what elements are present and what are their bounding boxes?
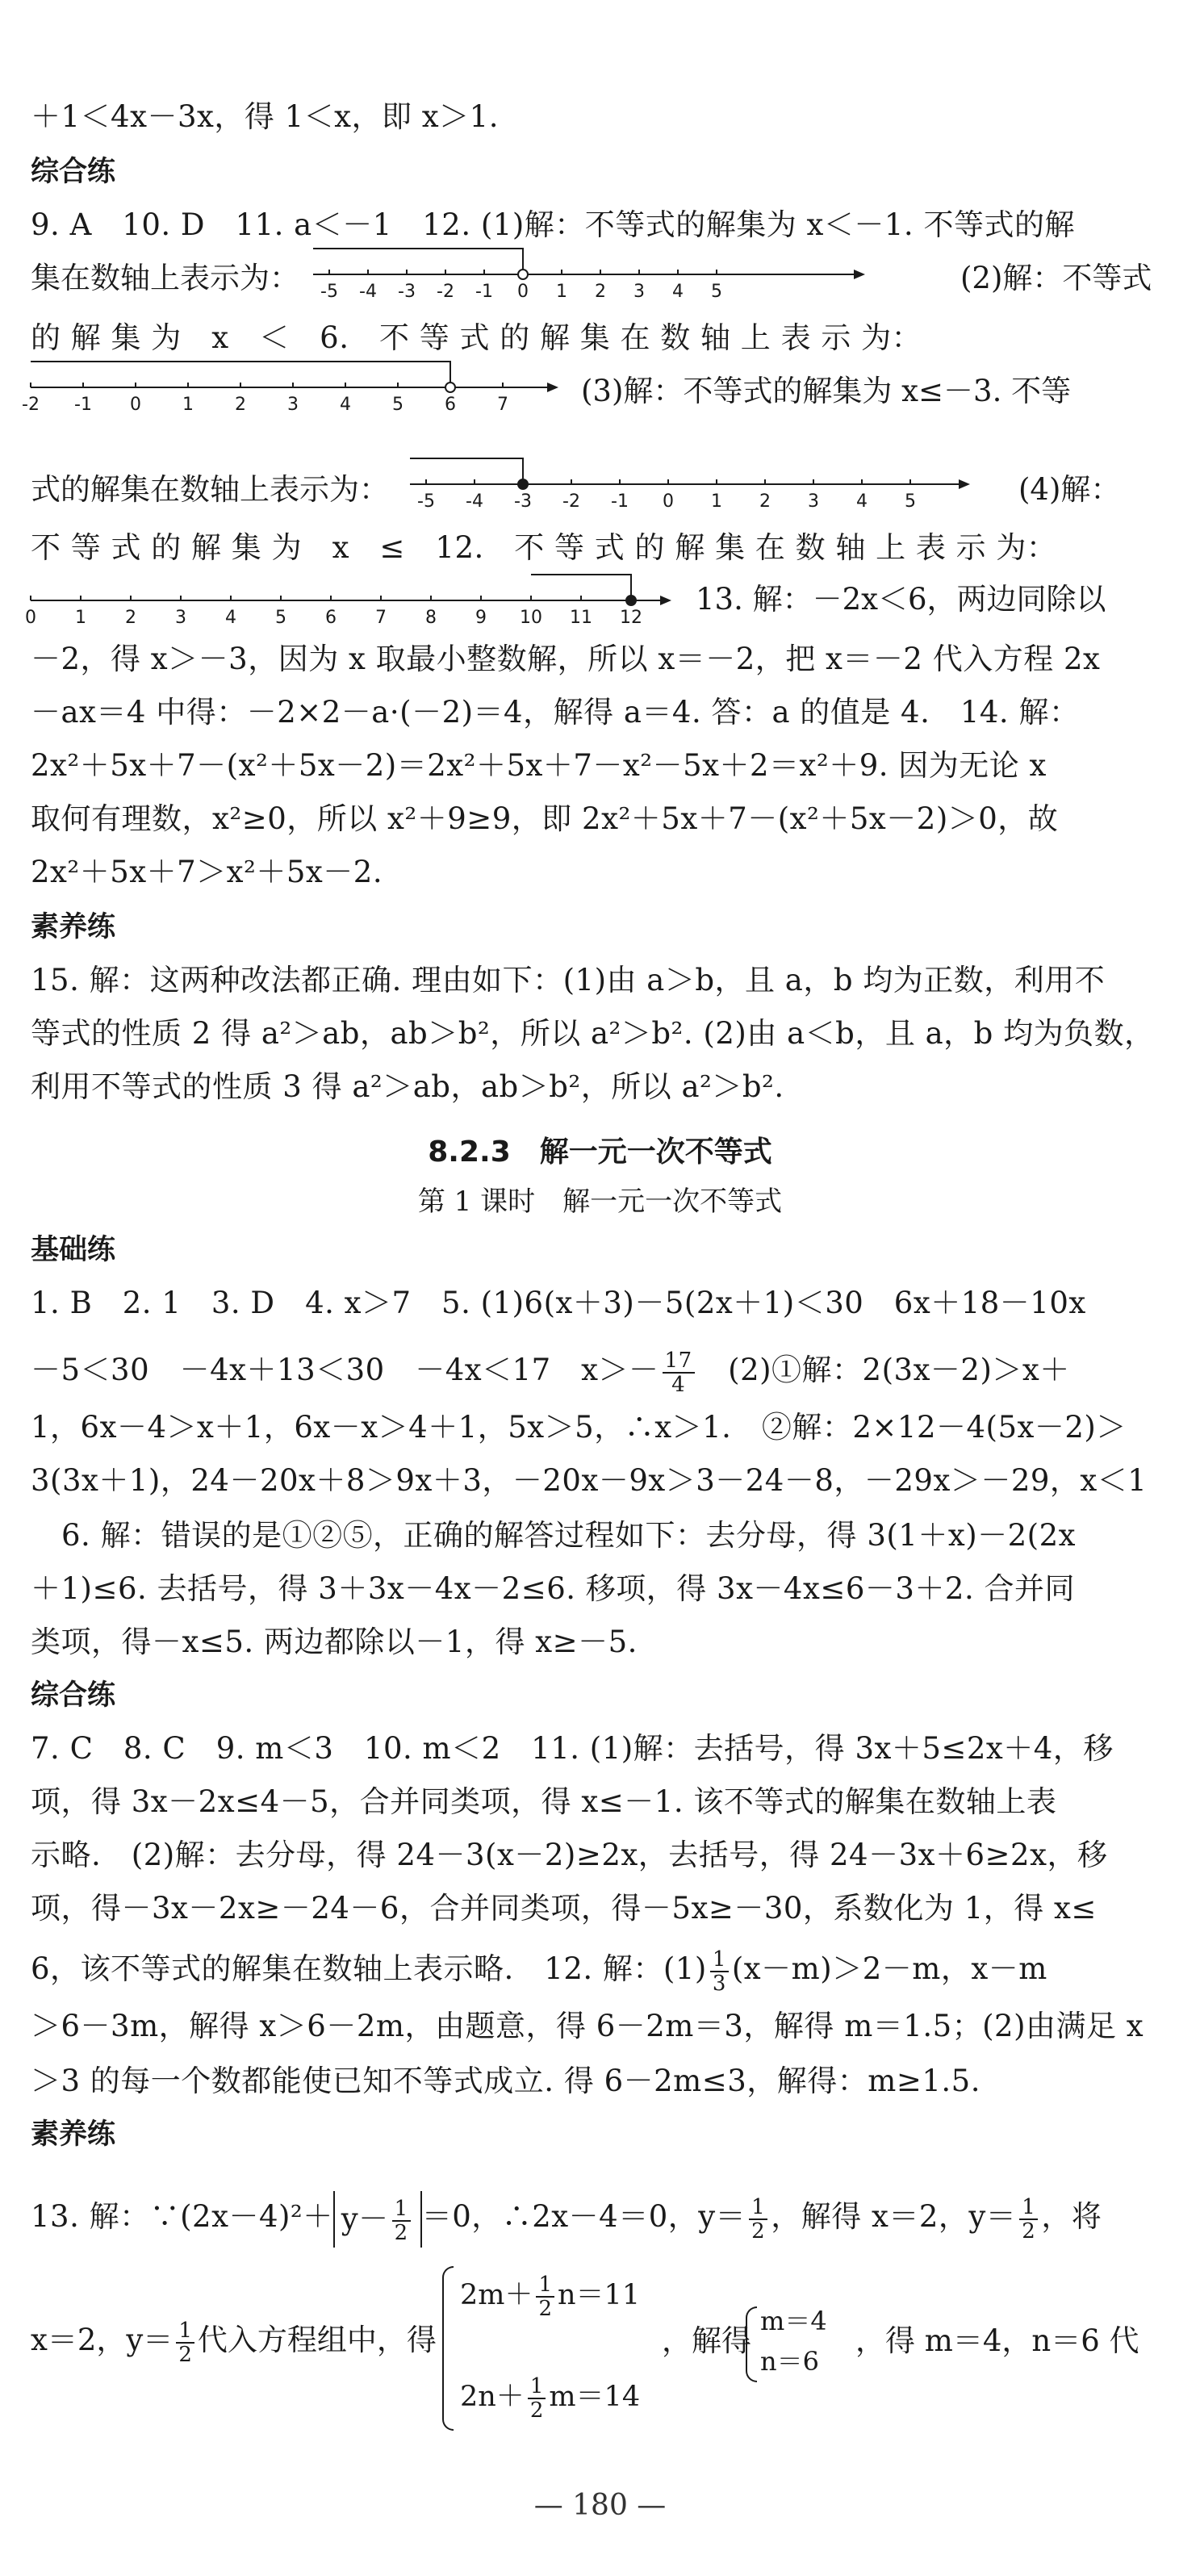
fraction-denominator: 2 [538,2296,553,2321]
tick-label: 1 [75,608,86,628]
text-line: 1. B 2. 1 3. D 4. x＞7 5. (1)6(x＋3)－5(2x＋1)＜30 6x＋18－10x [31,1286,1086,1320]
text-line [31,1937,1169,2001]
text-segment: y－ [341,2201,389,2236]
text-line: 集在数轴上表示为： [31,261,299,295]
text-line [31,1338,1169,1403]
text-line: 3(3x＋1)，24－20x＋8＞9x＋3，－20x－9x＞3－24－8，－29x＞－29，x＜1 [31,1463,1148,1498]
text-segment: －5＜30 －4x＋13＜30 －4x＜17 x＞－ [31,1353,659,1387]
tick-label: -4 [359,282,377,302]
text-line: (3)解：不等式的解集为 x≤－3. 不等 [581,374,1072,408]
tick-label: 4 [856,491,868,512]
system-equation-1 [460,2266,640,2324]
tick-label: 5 [275,608,286,628]
text-line: 等式的性质 2 得 a²＞ab，ab＞b²，所以 a²＞b². (2)由 a＜b，且 a，b 均为负数， [31,1016,1155,1051]
tick-label: -4 [466,491,483,512]
tick-label: -2 [437,282,454,302]
fraction-denominator: 2 [529,2398,544,2423]
text-line: 2x²＋5x＋7＞x²＋5x－2. [31,855,383,889]
tick-label: -3 [398,282,416,302]
text-line: 13. 解：－2x＜6，两边同除以 [696,582,1106,617]
text-line: ＞3 的每一个数都能使已知不等式成立. 得 6－2m≤3，解得：m≥1.5. [31,2064,980,2098]
axis-arrow [660,596,671,605]
text-line: 不 等 式 的 解 集 为 x ≤ 12. 不 等 式 的 解 集 在 数 轴 上 表 示 为： [31,530,1057,565]
text-segment: 13. 解：∵(2x－4)²＋ [31,2199,333,2234]
fraction-denominator: 3 [712,1971,726,1996]
tick-label: 6 [445,395,456,415]
text-line: ＋1)≤6. 去括号，得 3＋3x－4x－2≤6. 移项，得 3x－4x≤6－3＋2. 合并同 [31,1571,1075,1606]
tick-label: 4 [672,282,684,302]
axis-arrow [854,270,865,279]
tick-label: 3 [808,491,819,512]
system-brace [442,2266,454,2431]
tick-label: 5 [392,395,403,415]
text-line: 7. C 8. C 9. m＜3 10. m＜2 11. (1)解：去括号，得 3x＋5≤2x＋4，移 [31,1731,1114,1766]
tick-label: -5 [320,282,338,302]
tick-label: 1 [556,282,567,302]
solution-m: m＝4 [760,2306,827,2336]
fraction-numerator: 17 [663,1349,695,1374]
text-segment: 2n＋ [460,2381,525,2413]
number-line-3-svg [410,452,975,512]
tick-label: 0 [663,491,674,512]
text-line: －2，得 x＞－3，因为 x 取最小整数解，所以 x＝－2，把 x＝－2 代入方程 2x [31,642,1101,676]
number-line-1 [313,242,870,302]
section-heading: 综合练 [31,1679,116,1712]
tick-label: 12 [620,608,642,628]
number-line-3 [410,452,975,512]
tick-label: -2 [562,491,580,512]
text-line: 1，6x－4＞x＋1，6x－x＞4＋1，5x＞5，∴x＞1. ②解：2×12－4(5x－2)＞ [31,1410,1127,1445]
text-line: 示略. (2)解：去分母，得 24－3(x－2)≥2x，去括号，得 24－3x＋6≥2x，移 [31,1838,1108,1872]
text-line: 的 解 集 为 x ＜ 6. 不 等 式 的 解 集 在 数 轴 上 表 示 为： [31,320,922,355]
fraction [392,2198,411,2244]
tick-label: 2 [759,491,771,512]
tick-label: 6 [325,608,337,628]
tick-label: -1 [74,395,92,415]
tick-label: 2 [125,608,136,628]
text-line: 式的解集在数轴上表示为： [31,472,389,507]
section-heading: 基础练 [31,1234,116,1266]
fraction [663,1349,695,1396]
tick-label: -1 [475,282,493,302]
text-segment: 代入方程组中，得 [197,2323,437,2357]
text-line: (2)解：不等式 [960,261,1152,295]
tick-label: -2 [22,395,40,415]
tick-label: -1 [611,491,629,512]
fraction-denominator: 4 [671,1372,686,1397]
number-line-2 [22,355,563,415]
fraction [536,2273,554,2320]
tick-label: -5 [417,491,435,512]
text-line: 15. 解：这两种改法都正确. 理由如下：(1)由 a＞b，且 a，b 均为正数，利用不 [31,963,1106,997]
axis-arrow [959,479,970,489]
tick-label: 5 [711,282,722,302]
page-number: — 180 — [533,2489,667,2522]
fraction [176,2319,194,2366]
text-line: ，解得 [662,2323,751,2358]
fraction-denominator: 2 [394,2221,408,2245]
tick-label: 1 [711,491,722,512]
closed-endpoint [518,479,528,489]
fraction-numerator: 1 [176,2319,194,2344]
text-line: (4)解： [1018,472,1121,507]
solution-bracket [313,249,523,274]
text-segment: ＝0，∴2x－4＝0，y＝ [421,2199,746,2234]
text-line: 取何有理数，x²≥0，所以 x²＋9≥9，即 2x²＋5x＋7－(x²＋5x－2)＞0，故 [31,801,1059,836]
tick-label: -3 [514,491,532,512]
solution-n: n＝6 [760,2346,819,2377]
tick-label: 1 [182,395,194,415]
tick-label: 9 [475,608,487,628]
tick-label: 7 [497,395,508,415]
section-heading: 综合练 [31,156,116,188]
text-line [31,2308,437,2373]
tick-label: 7 [375,608,387,628]
tick-label: 4 [225,608,236,628]
fraction-denominator: 2 [178,2342,192,2367]
tick-label: 4 [340,395,351,415]
fraction [749,2196,767,2243]
system-equation-2 [460,2368,640,2426]
number-line-4-svg [25,568,676,628]
text-segment: m＝14 [549,2381,641,2413]
text-segment: 6，该不等式的解集在数轴上表示略. 12. 解：(1) [31,1951,707,1986]
text-line: ＋1＜4x－3x，得 1＜x，即 x＞1. [31,99,499,134]
fraction-numerator: 1 [536,2273,554,2298]
tick-label: 10 [520,608,542,628]
text-line: 6. 解：错误的是①②⑤，正确的解答过程如下：去分母，得 3(1＋x)－2(2x [61,1518,1077,1553]
text-line: 类项，得－x≤5. 两边都除以－1，得 x≥－5. [31,1625,638,1659]
text-line: ＞6－3m，解得 x＞6－2m，由题意，得 6－2m＝3，解得 m＝1.5；(2)由满足 x [31,2009,1144,2043]
fraction-denominator: 2 [1022,2218,1036,2244]
fraction-numerator: 1 [710,1948,729,1972]
section-heading: 素养练 [31,911,116,943]
text-line: －ax＝4 中得：－2×2－a·(－2)＝4，解得 a＝4. 答：a 的值是 4. 14. 解： [31,695,1080,730]
tick-label: 2 [235,395,246,415]
fraction-numerator: 1 [749,2196,767,2220]
tick-label: 3 [287,395,299,415]
section-title: 8.2.3 解一元一次不等式 [428,1135,772,1169]
closed-endpoint [626,596,636,605]
text-line: 项，得－3x－2x≥－24－6，合并同类项，得－5x≥－30，系数化为 1，得 x≤ [31,1891,1097,1926]
number-line-4 [25,568,676,628]
text-segment: (2)①解：2(3x－2)＞x＋ [728,1353,1070,1387]
tick-label: 11 [570,608,592,628]
tick-label: 5 [905,491,916,512]
solution-brace [746,2306,757,2382]
text-segment: ，解得 x＝2，y＝ [771,2199,1017,2234]
fraction [710,1948,729,1995]
fraction-numerator: 1 [1019,2196,1038,2220]
text-line [31,2181,1169,2253]
text-segment: ，将 [1041,2199,1102,2234]
lesson-subtitle: 第 1 课时 解一元一次不等式 [417,1186,783,1218]
number-line-1-svg [313,242,870,302]
tick-label: 3 [175,608,186,628]
open-endpoint [518,270,528,279]
text-line: 2x²＋5x＋7－(x²＋5x－2)＝2x²＋5x＋7－x²－5x＋2＝x²＋9. 因为无论 x [31,748,1047,783]
text-line: 项，得 3x－2x≤4－5，合并同类项，得 x≤－1. 该不等式的解集在数轴上表 [31,1784,1057,1819]
number-line-2-svg [22,355,563,415]
fraction [1019,2196,1038,2243]
text-line: 利用不等式的性质 3 得 a²＞ab，ab＞b²，所以 a²＞b². [31,1069,784,1104]
fraction-numerator: 1 [392,2198,411,2222]
open-endpoint [445,383,455,392]
tick-label: 2 [595,282,606,302]
tick-label: 3 [633,282,645,302]
tick-label: 0 [517,282,529,302]
axis-arrow [547,383,558,392]
text-segment: n＝11 [558,2279,641,2311]
fraction [528,2375,546,2422]
text-segment: 2m＋ [460,2279,533,2311]
text-line: 9. A 10. D 11. a＜－1 12. (1)解：不等式的解集为 x＜－1. 不等式的解 [31,207,1075,242]
tick-label: 0 [25,608,36,628]
absolute-value [333,2191,422,2248]
text-segment: (x－m)＞2－m，x－m [731,1951,1047,1986]
tick-label: 8 [425,608,437,628]
tick-label: 0 [130,395,141,415]
text-line: ，得 m＝4，n＝6 代 [855,2323,1139,2358]
fraction-numerator: 1 [528,2375,546,2399]
fraction-denominator: 2 [751,2218,766,2244]
section-heading: 素养练 [31,2118,116,2151]
text-segment: x＝2，y＝ [31,2323,174,2357]
